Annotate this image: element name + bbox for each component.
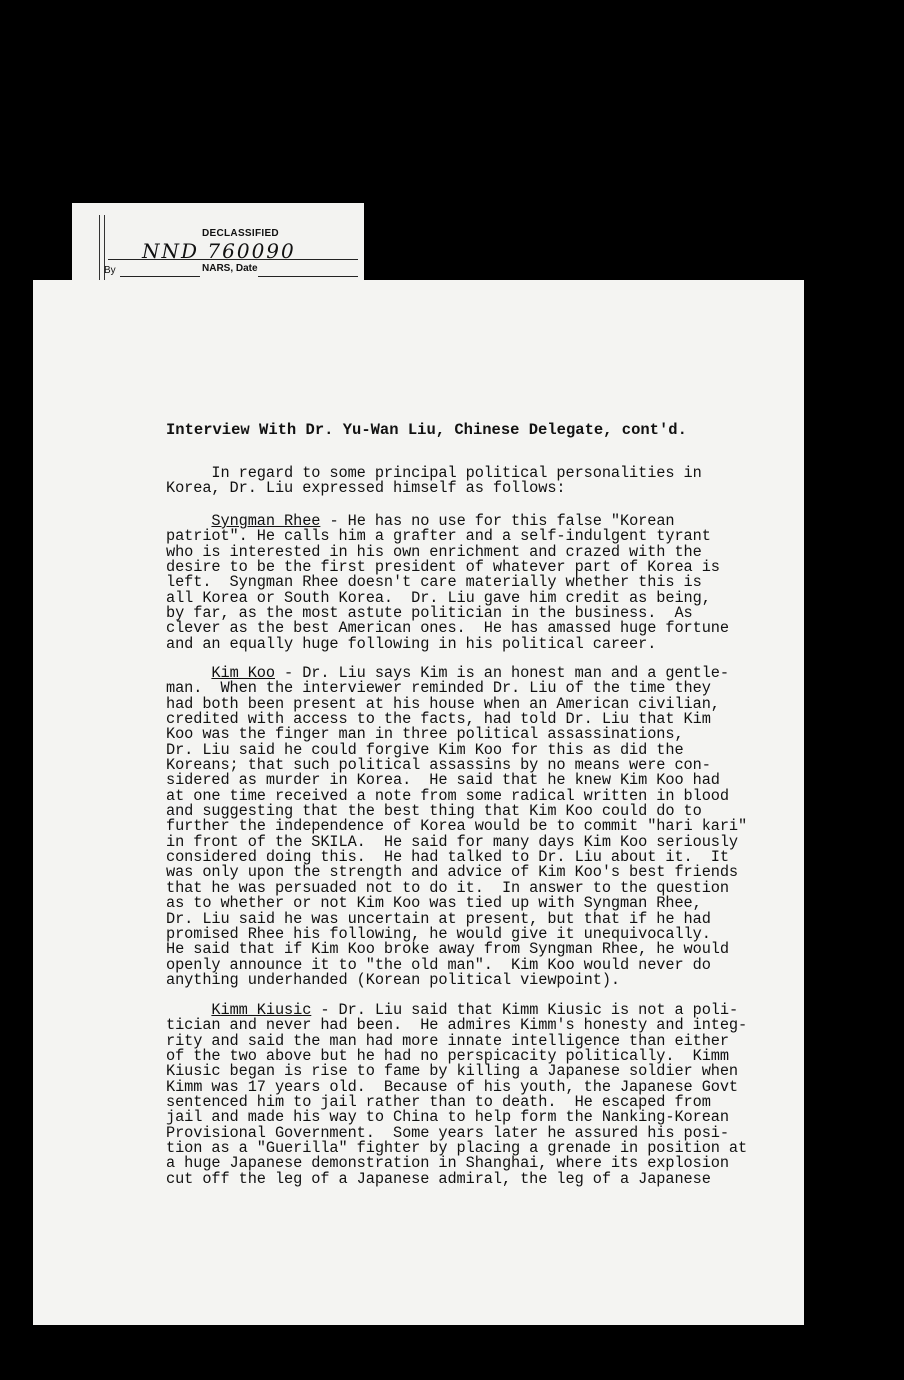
document-page — [33, 280, 804, 1325]
intro-paragraph: In regard to some principal political personalities in Korea, Dr. Liu expressed himself as follows: — [166, 464, 702, 498]
stamp-rule — [108, 259, 358, 260]
kim-koo-text: - Dr. Liu says Kim is an honest man and a gentle- man. When the interviewer reminded Dr. Liu of the time they had both been present at his house when an American civilian, credited with access to the facts, had told Dr. Liu that Kim Koo was the finger man in three political assassinations, Dr. Liu said he could forgive Kim Koo for this as did the Koreans; that such political assassins by no means were con- sidered as murder in Korea. He said that he knew Kim Koo had at one time received a note from some radical written in blood and suggesting that the best thing that Kim Koo could do to further the independence of Korea would be to commit "hari kari" in front of the SKILA. He said for many days Kim Koo seriously considered doing this. He had talked to Dr. Liu about it. It was only upon the strength and advice of Kim Koo's best friends that he was persuaded not to do it. In answer to the question as to whether or not Kim Koo was tied up with Syngman Rhee, Dr. Liu said he was uncertain at present, but that if he had promised Rhee his following, he would give it unequivocally. He said that if Kim Koo broke away from Syngman Rhee, he would openly announce it to "the old man". Kim Koo would never do anything underhanded (Korean political viewpoint). — [166, 664, 748, 989]
syngman-rhee-paragraph — [166, 514, 729, 652]
kim-koo-heading: Kim Koo — [211, 664, 275, 682]
stamp-by-label: By — [104, 265, 116, 276]
syngman-rhee-heading: Syngman Rhee — [211, 512, 321, 530]
kimm-kiusic-heading: Kimm Kiusic — [211, 1001, 312, 1019]
document-title: Interview With Dr. Yu-Wan Liu, Chinese Delegate, cont'd. — [166, 421, 687, 439]
kimm-kiusic-text: - Dr. Liu said that Kimm Kiusic is not a poli- tician and never had been. He admires Kimm's honesty and integ- rity and said the man had more innate intelligence than either of the two above but he had no perspicacity politically. Kimm Kiusic began is rise to fame by killing a Japanese soldier when Kimm was 17 years old. Because of his youth, the Japanese Govt sentenced him to jail rather than to death. He escaped from jail and made his way to China to help form the Nanking-Korean Provisional Government. Some years later he assured his posi- tion as a "Guerilla" fighter by placing a grenade in position at a huge Japanese demonstration in Shanghai, where its explosion cut off the leg of a Japanese admiral, the leg of a Japanese — [166, 1001, 748, 1188]
syngman-rhee-text: - He has no use for this false "Korean patriot". He calls him a grafter and a self-indulgent tyrant who is interested in his own enrichment and crazed with the desire to be the first president of whatever part of Korea is left. Syngman Rhee doesn't care materially whether this is all Korea or South Korea. Dr. Liu gave him credit as being, by far, as the most astute politician in the business. As clever as the best American ones. He has amassed huge fortune and an equally huge following in his political career. — [166, 512, 729, 653]
kimm-kiusic-paragraph — [166, 1003, 747, 1187]
kim-koo-paragraph — [166, 666, 747, 988]
stamp-title: DECLASSIFIED — [202, 228, 279, 239]
stamp-by-rule — [120, 276, 200, 277]
stamp-date-rule — [258, 276, 358, 277]
stamp-authority-handwriting: NND 760090 — [142, 239, 296, 263]
stamp-nars-label: NARS, Date — [202, 263, 258, 274]
